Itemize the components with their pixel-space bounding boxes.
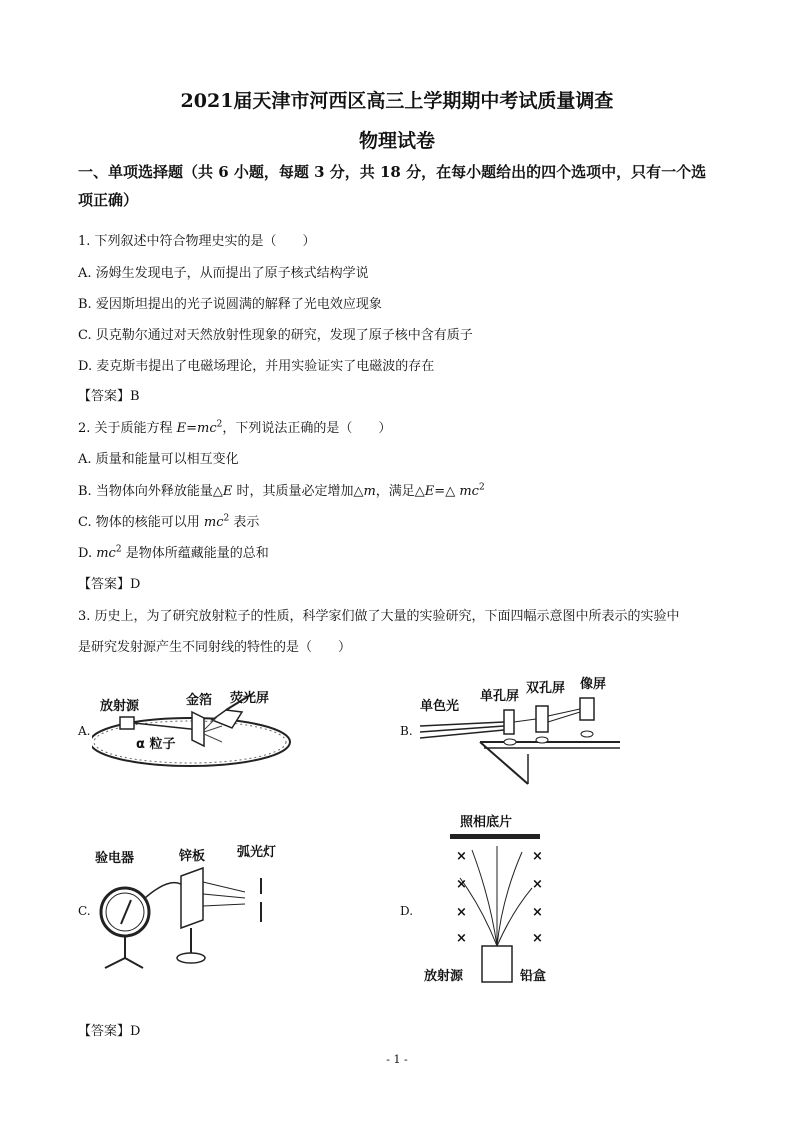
q2-d-exponent: 2	[115, 544, 122, 555]
svg-text:×: ×	[456, 931, 467, 946]
svg-text:×: ×	[456, 877, 467, 892]
q3-answer: 【答案】D	[78, 1024, 141, 1039]
q1-option-b: B. 爱因斯坦提出的光子说圆满的解释了光电效应现象	[78, 297, 382, 312]
q1-option-d: D. 麦克斯韦提出了电磁场理论，并用实验证实了电磁波的存在	[78, 359, 435, 374]
q2-stem-tail: ，下列说法正确的是（ ）	[222, 421, 392, 436]
label-single-slit: 单孔屏	[480, 689, 520, 704]
q2-c-text1: C. 物体的核能可以用	[78, 515, 204, 530]
q2-stem	[78, 417, 391, 436]
svg-text:×: ×	[456, 849, 467, 864]
label-zinc-plate: 锌板	[179, 849, 206, 864]
figure-c-photoelectric	[95, 842, 290, 977]
q3-stem-line1: 3. 历史上，为了研究放射粒子的性质，科学家们做了大量的实验研究，下面四幅示意图中所表示的实验中	[78, 609, 680, 624]
q2-b-exponent: 2	[478, 482, 485, 493]
label-source: 放射源	[424, 969, 464, 984]
q2-stem-text: 2. 关于质能方程	[78, 421, 177, 436]
source-box	[120, 717, 134, 729]
label-screen: 荧光屏	[230, 691, 270, 706]
section-heading-line1: 一、单项选择题（共 6 小题，每题 3 分，共 18 分，在每小题给出的四个选项中，只有一个选	[78, 163, 707, 181]
q2-b-text4: =△	[434, 484, 460, 499]
label-arc-lamp: 弧光灯	[237, 845, 277, 860]
photo-plate	[450, 834, 540, 839]
fig-d-option: D.	[400, 904, 414, 918]
q2-b-text3: ，满足△	[375, 484, 425, 499]
q2-option-d	[78, 542, 269, 561]
q2-option-b	[78, 480, 485, 499]
q3-stem-line2: 是研究发射源产生不同射线的特性的是（ ）	[78, 640, 352, 655]
double-slit-screen	[536, 706, 548, 732]
section-heading	[78, 158, 728, 214]
fig-c-option: C.	[78, 904, 91, 918]
zinc-plate	[181, 868, 203, 928]
svg-text:×: ×	[532, 905, 543, 920]
svg-text:×: ×	[532, 877, 543, 892]
fig-b-option: B.	[400, 724, 413, 738]
q2-d-text2: 是物体所蕴藏能量的总和	[121, 546, 269, 561]
single-slit-screen	[504, 710, 514, 734]
q1-option-c: C. 贝克勒尔通过对天然放射性现象的研究，发现了原子核中含有质子	[78, 328, 473, 343]
q2-option-a: A. 质量和能量可以相互变化	[78, 452, 239, 467]
svg-text:×: ×	[532, 931, 543, 946]
page-subtitle: 物理试卷	[358, 130, 435, 152]
q2-equation-exponent: 2	[216, 419, 223, 430]
label-source: 放射源	[100, 699, 140, 714]
foil	[192, 712, 204, 746]
q2-equation: E=mc	[176, 421, 217, 436]
q2-b-var-e: E	[222, 484, 233, 499]
figure-a-alpha-scattering	[92, 680, 302, 780]
q2-b-text1: B. 当物体向外释放能量△	[78, 484, 223, 499]
q2-answer: 【答案】D	[78, 577, 141, 592]
q1-option-a: A. 汤姆生发现电子，从而提出了原子核式结构学说	[78, 266, 369, 281]
q2-d-var-mc: mc	[96, 546, 116, 561]
q2-c-var-mc: mc	[203, 515, 224, 530]
page-number: - 1 -	[386, 1053, 408, 1066]
q2-b-var-m: m	[363, 484, 376, 499]
svg-text:×: ×	[456, 905, 467, 920]
svg-text:×: ×	[532, 849, 543, 864]
q2-b-var-e2: E	[424, 484, 435, 499]
q2-c-text2: 表示	[229, 515, 260, 530]
page-title: 2021届天津市河西区高三上学期期中考试质量调查	[180, 90, 614, 112]
figure-b-double-slit	[420, 672, 630, 787]
label-photo-plate: 照相底片	[460, 815, 513, 830]
lead-box	[482, 946, 512, 982]
label-alpha: α 粒子	[136, 737, 176, 752]
q1-stem: 1. 下列叙述中符合物理史实的是（ ）	[78, 234, 316, 249]
label-double-slit: 双孔屏	[526, 681, 566, 696]
q2-c-exponent: 2	[223, 513, 230, 524]
screen	[212, 710, 242, 728]
image-screen	[580, 698, 594, 720]
q2-b-var-mc: mc	[459, 484, 479, 499]
label-lead-box: 铅盒	[520, 969, 547, 984]
label-electroscope: 验电器	[95, 851, 135, 866]
fig-a-option: A.	[78, 724, 91, 738]
q1-answer: 【答案】B	[78, 389, 140, 404]
label-foil: 金箔	[186, 693, 213, 708]
q2-b-text2: 时，其质量必定增加△	[232, 484, 364, 499]
q2-option-c	[78, 511, 259, 530]
section-heading-line2: 项正确）	[78, 191, 139, 209]
figure-d-radiation-field	[420, 808, 570, 988]
label-mono-light: 单色光	[420, 699, 460, 714]
label-image-screen: 像屏	[580, 677, 607, 692]
q2-d-text1: D.	[78, 546, 97, 561]
